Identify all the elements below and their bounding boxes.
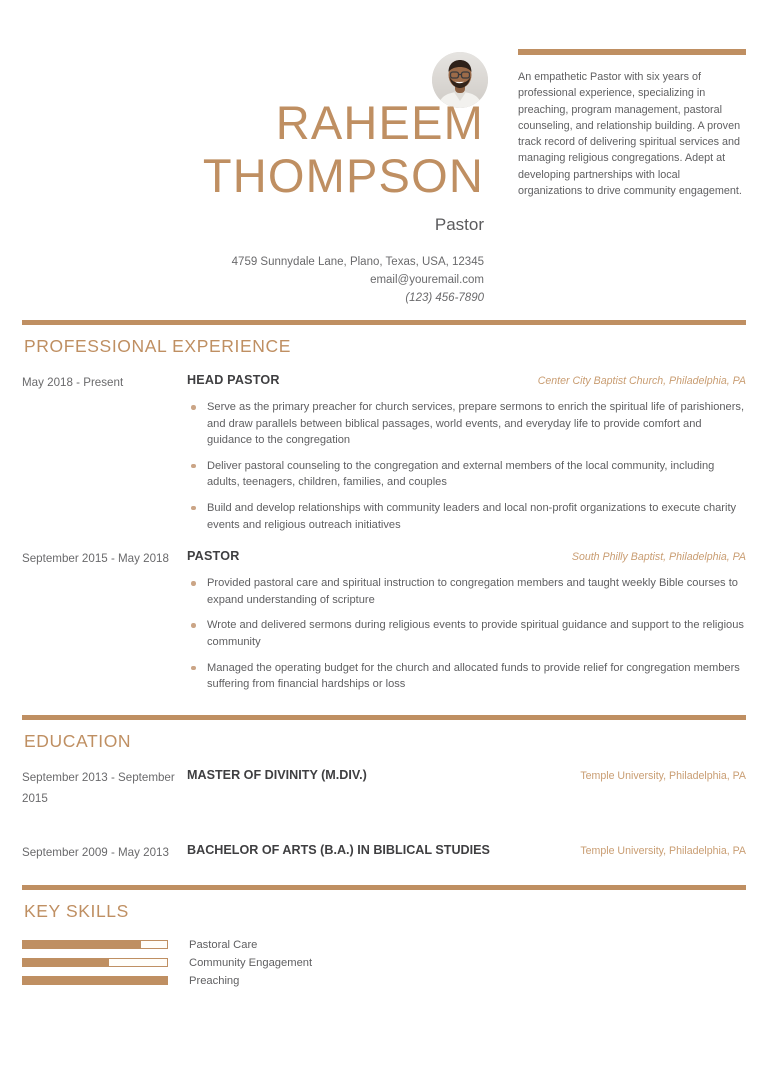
contact-block <box>60 253 484 307</box>
education-entry <box>22 766 746 809</box>
skill-level-bar <box>22 976 168 985</box>
professional-summary: An empathetic Pastor with six years of professional experience, specializing in preaching, program management, pastoral counseling, and relationship building. A proven track record of delivering spiritual services and managing religious congregations. Adept at developing partnerships with local organizations to drive community engagement. <box>518 71 742 198</box>
education-degree: BACHELOR OF ARTS (B.A.) IN BIBLICAL STUDIES <box>187 842 490 857</box>
experience-entry <box>22 371 746 533</box>
experience-bullets <box>187 399 746 533</box>
section-title-skills: KEY SKILLS <box>24 900 129 921</box>
accent-bar <box>518 49 746 55</box>
section-divider <box>22 885 746 890</box>
education-degree: MASTER OF DIVINITY (M.DIV.) <box>187 767 367 782</box>
skill-label: Community Engagement <box>189 956 313 969</box>
skill-level-bar <box>22 958 168 967</box>
education-date: September 2009 - May 2013 <box>22 845 169 859</box>
skill-level-fill <box>23 977 167 984</box>
bullet-item: Provided pastoral care and spiritual instruction to congregation members and taught weekly Bible courses to expand understanding of scripture <box>187 575 746 608</box>
bullet-item: Managed the operating budget for the church and allocated funds to provide relief for congregation members suffering from financial hardships or loss <box>187 660 746 693</box>
first-name: RAHEEM <box>275 96 484 149</box>
name-block <box>60 96 484 236</box>
experience-role: HEAD PASTOR <box>187 373 280 387</box>
contact-phone: (123) 456-7890 <box>405 292 484 304</box>
section-title-education: EDUCATION <box>24 730 132 751</box>
education-school: Temple University, Philadelphia, PA <box>580 769 746 782</box>
education-school: Temple University, Philadelphia, PA <box>580 844 746 857</box>
skill-label: Pastoral Care <box>189 938 258 951</box>
experience-organization: Center City Baptist Church, Philadelphia, PA <box>537 375 746 387</box>
education-entry <box>22 841 746 863</box>
skill-row <box>22 954 768 972</box>
section-divider <box>22 715 746 720</box>
experience-date: September 2015 - May 2018 <box>22 552 169 566</box>
skill-level-bar <box>22 940 168 949</box>
skill-row <box>22 972 768 990</box>
section-education <box>0 715 768 885</box>
bullet-item: Wrote and delivered sermons during religious events to provide spiritual guidance and support to the religious community <box>187 617 746 650</box>
skill-level-fill <box>23 959 109 966</box>
experience-role: PASTOR <box>187 549 240 564</box>
bullet-item: Serve as the primary preacher for church services, prepare sermons to enrich the spiritual life of parishioners, and draw parallels between biblical passages, world events, and everyday life to provide comfort and guidance to the congregation <box>187 399 746 449</box>
skills-list <box>22 936 768 990</box>
summary-column <box>518 49 746 199</box>
section-divider <box>22 320 746 325</box>
skill-row <box>22 936 768 954</box>
education-date: September 2013 - September 2015 <box>22 770 175 805</box>
bullet-item: Build and develop relationships with community leaders and local non-profit organizations to execute charity events and religious outreach initiatives <box>187 500 746 533</box>
section-professional-experience <box>0 320 768 715</box>
experience-bullets <box>187 575 746 693</box>
skill-level-fill <box>23 941 141 948</box>
experience-organization: South Philly Baptist, Philadelphia, PA <box>571 551 746 564</box>
last-name: THOMPSON <box>202 149 484 202</box>
bullet-item: Deliver pastoral counseling to the congregation and external members of the local community, including adults, teenagers, children, families, and couples <box>187 458 746 491</box>
section-title-experience: PROFESSIONAL EXPERIENCE <box>24 336 291 356</box>
skill-label: Preaching <box>189 974 240 987</box>
contact-email[interactable]: email@youremail.com <box>370 274 484 286</box>
job-title: Pastor <box>434 215 484 234</box>
experience-entry <box>22 547 746 693</box>
experience-date: May 2018 - Present <box>22 376 124 389</box>
contact-address: 4759 Sunnydale Lane, Plano, Texas, USA, 12345 <box>231 256 484 268</box>
resume-header <box>0 0 768 320</box>
section-key-skills <box>0 885 768 990</box>
